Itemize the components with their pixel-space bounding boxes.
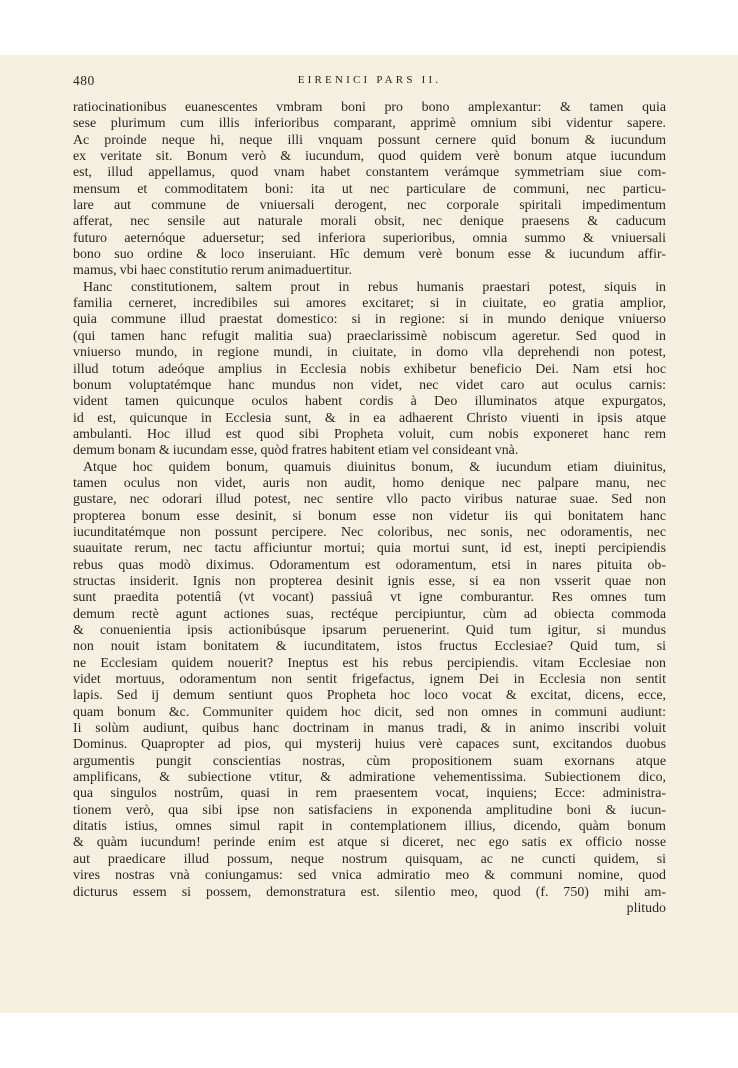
text-line: suauitate rerum, nec tactu afficiuntur mortui; quia mortui sunt, id est, inepti percipiendis [73,541,666,557]
paragraph-2 [73,280,666,460]
text-line: iucunditatémque non possunt percipere. Nec coloribus, nec sonis, nec odoramentis, nec [73,524,666,540]
text-line: sese plurimum cum illis inferioribus comparant, apprimè omnium sibi videntur sapere. [73,116,666,132]
text-line: quia commune illud praestat domestico: si in regione: si in mundo denique vniuerso [73,312,666,328]
text-line: lapis. Sed ij demum sentiunt quos Propheta hoc loco vocat & excitat, dicens, ecce, [73,688,666,704]
text-line: demum bonam & iucundam esse, quòd fratres habitent etiam vel consideant vnà. [73,443,519,459]
text-line: ditatis istius, omnes simul rapit in contemplationem illius, dicendo, quàm bonum [73,819,666,835]
text-line: vires nostras vnà coniungamus: sed vnica admiratio meo & communi nomine, quod [73,868,666,884]
text-line: mamus, vbi haec constitutio rerum animaduertitur. [73,263,352,279]
text-line: vniuerso mundo, in regione mundi, in ciuitate, in domo vlla deprehendi non potest, [73,345,666,361]
text-line: familia cerneret, incredibiles sui amores excitaret; si in ciuitate, eo gratia amplior, [73,296,666,312]
running-head: EIRENICI PARS II. [297,74,442,86]
paragraph-3 [73,460,666,901]
text-line: id est, quicunque in Ecclesia sunt, & in ea adhaerent Christo viuenti in ipsis atque [73,410,666,426]
text-line: dicturus essem si possem, demonstratura est. silentio meo, quod (f. 750) mihi am- [73,884,666,900]
text-line: futuro aeternóque aduersetur; sed inferiora superioribus, omnia summo & vniuersali [73,230,666,246]
text-line: illud totum adeóque amplius in Ecclesia nobis exhibetur beneficio Dei. Nam etsi hoc [73,361,666,377]
catchword: plitudo [626,900,666,916]
text-line: lare aut commune de vniuersali derogent, nec corporale spiritali impedimentum [73,198,666,214]
text-line: qua singulos nostrûm, quasi in rem praesentem vocat, inquiens; Ecce: administra- [73,786,666,802]
text-line: demum rectè agunt actiones suas, rectéque percipiuntur, cùm ad obiecta commoda [73,606,666,622]
text-line: & conuenientia ipsis actionibúsque ipsarum peruenerint. Quid tum igitur, si mundus [73,623,666,638]
text-line: sunt praedita potentiâ (vt vocant) passiuâ vt igne comburantur. Res omnes tum [73,590,666,606]
text-line: bono suo ordine & loco inseruiant. Hîc demum verè bonum esse & iucundum affir- [73,247,666,263]
text-line: aut praedicare illud possum, neque nostrum quisquam, ac ne cuncti quidem, si [73,851,666,867]
page-number: 480 [73,73,95,88]
text-line: & quàm iucundum! perinde enim est atque si diceret, nec ego satis ex officio nosse [73,835,666,851]
body-text [73,100,666,917]
text-line: Dominus. Quapropter ad pios, qui mysterij huius verè capaces sunt, excitandos duobus [73,737,666,753]
text-line: structas insiderit. Ignis non propterea desinit ignis esse, si ea non vsserit quae non [73,573,666,589]
text-line: amplificans, & subiectione vtitur, & admiratione vehementissima. Subiectionem dico, [73,770,666,786]
paragraph-1 [73,100,666,280]
book-page [0,55,738,1013]
text-line: afferat, nec sensile aut naturale morali obsit, nec denique praesens & caducum [73,214,666,230]
page-header [73,73,666,93]
text-line: mensum et commoditatem boni: ita ut nec particulare de communi, nec particu- [73,181,666,197]
text-line: non nouit istam bonitatem & iucunditatem, istos fructus Ecclesiae? Quid tum, si [73,639,666,655]
text-line: rebus quas modò diximus. Odoramentum est odoramentum, etsi in nares pituita ob- [73,557,666,573]
text-line: est, illud appellamus, quod vnam habet constantem verámque symmetriam siue com- [73,165,666,181]
text-line: propterea bonum esse desinit, si bonum esse non videtur iis qui bonitatem hanc [73,508,666,524]
text-line: argumentis pungit conscientias nostras, cùm propositionem suam exornans atque [73,753,666,769]
text-line: ex veritate sit. Bonum verò & iucundum, quod quidem verè bonum atque iucundum [73,149,666,165]
text-line: tionem verò, qua sibi ipse non satisfaciens in exponenda amplitudine boni & iucun- [73,802,666,818]
text-line: quam bonum &c. Communiter quidem hoc dicit, sed non omnes in communi audiunt: [73,704,666,720]
text-line: Hanc constitutionem, saltem prout in rebus humanis praestari potest, siquis in [83,279,666,295]
text-line: tamen oculus non videt, auris non audit, homo denique nec palpare manu, nec [73,475,666,491]
text-line: ne Ecclesiam quidem nouerit? Ineptus est his rebus percipiendis. vitam Ecclesiae non [73,655,666,671]
text-line: bonum voluptatémque hanc mundus non videt, nec videt caro aut oculus carnis: [73,377,666,393]
text-line: ratiocinationibus euanescentes vmbram boni pro bono amplexantur: & tamen quia [73,100,666,115]
text-line: (qui tamen hanc refugit malitia sua) praeclarissimè nobiscum ageretur. Sed quod in [73,328,666,344]
text-line: vident tamen quicunque oculos habent cordis à Deo illuminatos atque expurgatos, [73,394,666,410]
text-line: videt mortuus, odoramentum non sentit frigefactus, ignem Dei in Ecclesia non sentit [73,672,666,688]
text-line: ambulanti. Hoc illud est quod sibi Propheta voluit, cum nobis exponeret hanc rem [73,426,666,442]
text-line: Atque hoc quidem bonum, quamuis diuinitus bonum, & iucundum etiam diuinitus, [83,459,666,475]
text-line: gustare, nec odorari illud potest, nec sentire vllo pacto viribus naturae suae. Sed non [73,492,666,508]
text-line: Ii solùm audiunt, quibus hanc doctrinam in manus tradi, & in animo inscribi voluit [73,721,666,737]
text-line: Ac proinde neque hi, neque illi vnquam possunt cernere quid bonum & iucundum [73,132,666,148]
